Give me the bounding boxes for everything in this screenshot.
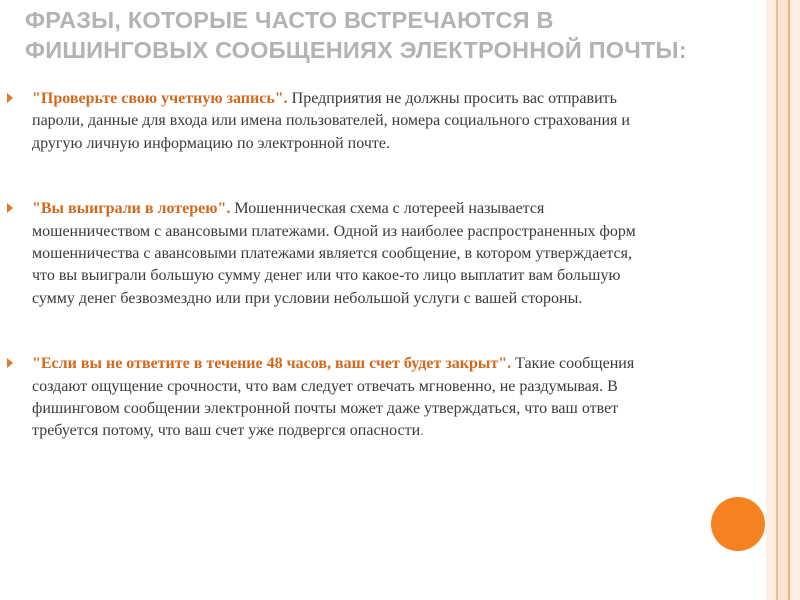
slide-title-line-2: ФИШИНГОВЫХ СООБЩЕНИЯХ ЭЛЕКТРОННОЙ ПОЧТЫ: xyxy=(25,37,687,63)
item-line: что вы выиграли большую сумму денег или что какое-то лицо выплатит вам большую xyxy=(32,267,621,285)
item-text: требуется потому, что ваш счет уже подвергся опасности xyxy=(32,422,421,440)
item-line: другую личную информацию по электронной почте. xyxy=(32,134,390,152)
list-item xyxy=(32,198,772,310)
list-item xyxy=(32,88,772,155)
slide-title-line-1: ФРАЗЫ, КОТОРЫЕ ЧАСТО ВСТРЕЧАЮТСЯ В xyxy=(25,7,554,33)
list-item xyxy=(32,353,772,443)
item-line: мошенничества с авансовыми платежами является сообщение, в котором утверждается, xyxy=(32,245,632,263)
item-text: Мошенническая схема с лотереей называется xyxy=(230,200,545,218)
item-text: Предприятия не должны просить вас отправить xyxy=(287,90,617,107)
item-line xyxy=(32,198,772,220)
item-line: фишинговом сообщении электронной почты может даже утверждаться, что ваш ответ xyxy=(32,400,619,418)
item-end-period: . xyxy=(420,422,425,440)
orange-circle-decoration xyxy=(711,497,765,551)
item-line: создают ощущение срочности, что вам следует отвечать мгновенно, не раздумывая. В xyxy=(32,377,618,395)
item-lead-phrase: "Вы выиграли в лотерею". xyxy=(32,200,231,218)
slide-content xyxy=(32,88,772,443)
item-line xyxy=(32,353,772,375)
triangle-bullet-icon xyxy=(7,358,13,368)
item-line: мошенничеством с авансовыми платежами. Одной из наиболее распространенных форм xyxy=(32,222,636,240)
stripe xyxy=(778,0,788,600)
item-line xyxy=(32,88,772,110)
item-line xyxy=(32,420,772,442)
stripe xyxy=(790,0,800,600)
item-text: Такие сообщения xyxy=(511,355,635,373)
item-line: пароли, данные для входа или имена пользователей, номера социального страхования и xyxy=(32,112,630,130)
triangle-bullet-icon xyxy=(7,93,13,103)
item-line: сумму денег безвозмездно или при условии небольшой услуги с вашей стороны. xyxy=(32,289,583,307)
item-lead-phrase: "Проверьте свою учетную запись". xyxy=(32,90,288,107)
triangle-bullet-icon xyxy=(7,203,13,213)
slide-title xyxy=(25,5,785,65)
item-lead-phrase: "Если вы не ответите в течение 48 часов, ваш счет будет закрыт". xyxy=(32,355,512,373)
